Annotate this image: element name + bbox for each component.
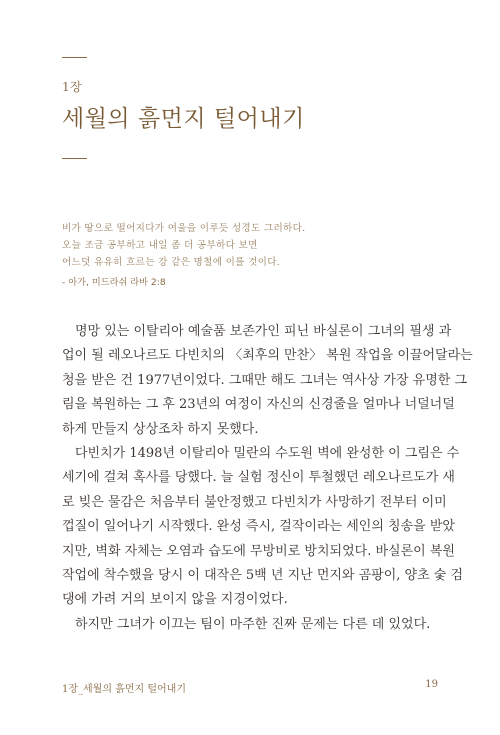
epigraph	[62, 220, 462, 288]
paragraph-line: 댕에 가려 거의 보이지 않을 지경이었다.	[62, 592, 288, 608]
paragraph-line: 다빈치가 1498년 이탈리아 밀란의 수도원 벽에 완성한 이 그림은 수	[75, 445, 460, 461]
paragraph-line: 업이 될 레오나르도 다빈치의 〈최후의 만찬〉 복원 작업을 이끌어달라는	[62, 348, 473, 364]
paragraph-line: 림을 복원하는 그 후 23년의 여정이 자신의 신경줄을 얼마나 너덜너덜	[62, 397, 455, 413]
body-text	[62, 320, 473, 637]
paragraph-line: 세기에 걸쳐 혹사를 당했다. 늘 실험 정신이 투철했던 레오나르도가 새	[62, 470, 455, 486]
paragraph-line: 청을 받은 건 1977년이었다. 그때만 해도 그녀는 역사상 가장 유명한 그	[62, 372, 468, 388]
paragraph-line: 지만, 벽화 자체는 오염과 습도에 무방비로 방치되었다. 바실론이 복원	[62, 543, 455, 559]
chapter-title: 세월의 흙먼지 털어내기	[62, 106, 305, 132]
epigraph-line: 비가 땅으로 떨어지다가 여울을 이루듯 성경도 그러하다.	[62, 223, 306, 234]
epigraph-line: 오늘 조금 공부하고 내일 좀 더 공부하다 보면	[62, 240, 258, 251]
paragraph-line: 하지만 그녀가 이끄는 팀이 마주한 진짜 문제는 다른 데 있었다.	[75, 616, 431, 632]
epigraph-source: - 아가, 미드라쉬 라바 2:8	[62, 277, 166, 288]
page-number: 19	[425, 679, 438, 690]
paragraph-line: 작업에 착수했을 당시 이 대작은 5백 년 지난 먼지와 곰팡이, 양초 숯 검	[62, 567, 464, 583]
chapter-number: 1장	[62, 80, 83, 94]
title-divider	[62, 158, 87, 159]
paragraph-line: 명망 있는 이탈리아 예술품 보존가인 피닌 바실론이 그녀의 필생 과	[75, 324, 452, 339]
top-divider	[62, 57, 87, 58]
paragraph-line: 껍질이 일어나기 시작했다. 완성 즉시, 걸작이라는 세인의 칭송을 받았	[62, 519, 455, 535]
running-head: 1장_세월의 흙먼지 털어내기	[62, 684, 186, 695]
paragraph-line: 하게 만들지 상상조차 하지 못했다.	[62, 421, 259, 437]
epigraph-line: 어느덧 유유히 흐르는 강 같은 명철에 이를 것이다.	[62, 257, 281, 268]
paragraph-line: 로 빚은 물감은 처음부터 불안정했고 다빈치가 사망하기 전부터 이미	[62, 494, 447, 510]
